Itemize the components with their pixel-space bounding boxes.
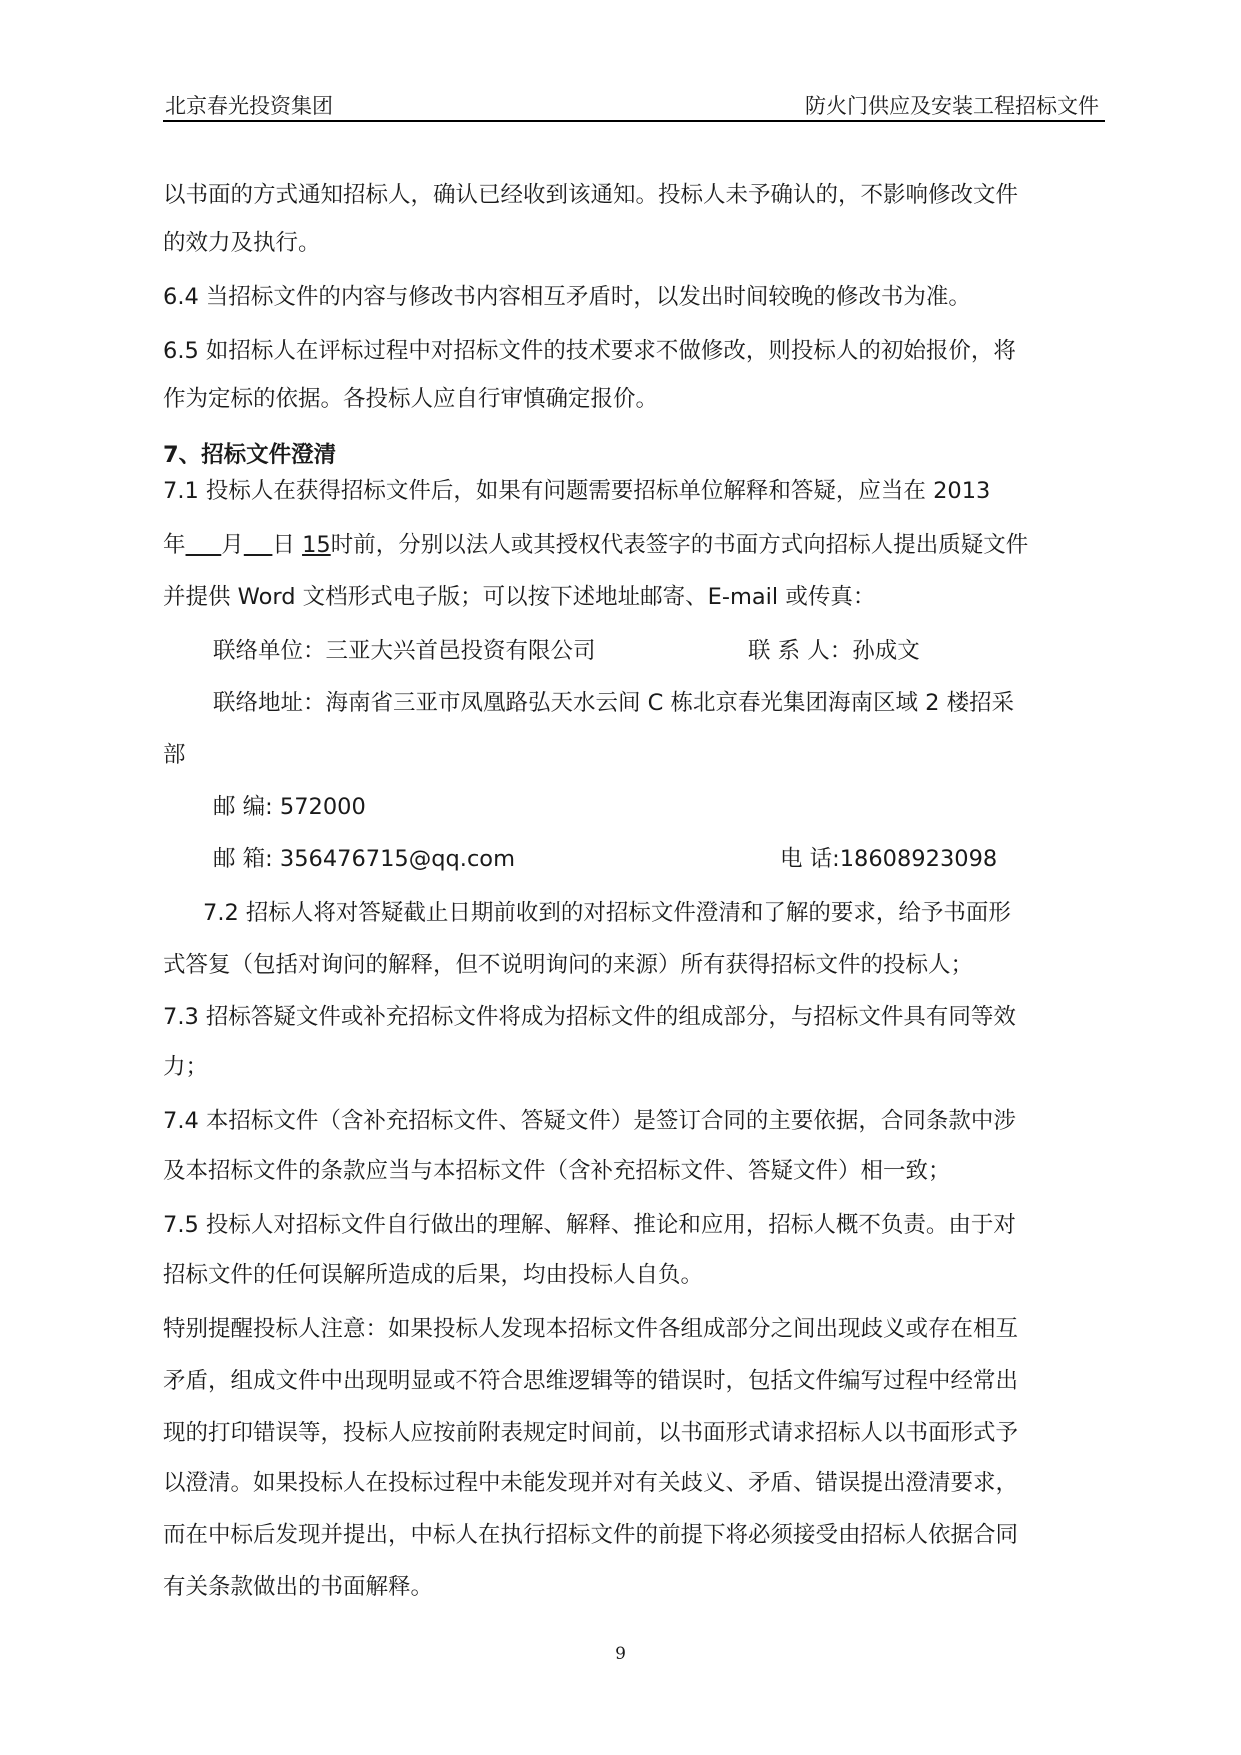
text-line: 作为定标的依据。各投标人应自行审慎确定报价。: [163, 386, 659, 412]
text-line: 的效力及执行。: [163, 230, 321, 256]
phone-value: 18608923098: [839, 846, 998, 872]
month-label: 月: [221, 532, 244, 558]
text-line: 7.3 招标答疑文件或补充招标文件将成为招标文件的组成部分，与招标文件具有同等效: [163, 1004, 1016, 1030]
text-line: 矛盾，组成文件中出现明显或不符合思维逻辑等的错误时，包括文件编写过程中经常出: [163, 1368, 1019, 1394]
email-value: 356476715@qq.com: [272, 846, 515, 872]
email-label: 邮 箱:: [213, 846, 273, 872]
text-line: 及本招标文件的条款应当与本招标文件（含补充招标文件、答疑文件）相一致；: [163, 1158, 951, 1184]
deadline-line: [163, 530, 1028, 560]
page-header: [163, 88, 1105, 122]
phone-line: [780, 844, 997, 874]
postcode-label: 邮 编:: [213, 794, 273, 820]
text-line: 现的打印错误等，投标人应按前附表规定时间前，以书面形式请求招标人以书面形式予: [163, 1420, 1019, 1446]
postcode-value: 572000: [272, 794, 366, 820]
blank-month: [186, 532, 222, 558]
section-heading: 7、招标文件澄清: [163, 442, 337, 468]
deadline-text: 时前，分别以法人或其授权代表签字的书面方式向招标人提出质疑文件: [330, 532, 1029, 558]
text-line: 以澄清。如果投标人在投标过程中未能发现并对有关歧义、矛盾、错误提出澄清要求，: [163, 1470, 1019, 1496]
email-line: [213, 844, 515, 874]
text-line: 有关条款做出的书面解释。: [163, 1574, 434, 1600]
text-line: 7.4 本招标文件（含补充招标文件、答疑文件）是签订合同的主要依据，合同条款中涉: [163, 1108, 1016, 1134]
postcode-line: [213, 792, 366, 822]
text-line: 6.5 如招标人在评标过程中对招标文件的技术要求不做修改，则投标人的初始报价，将: [163, 338, 1016, 364]
text-line: 7.2 招标人将对答疑截止日期前收到的对招标文件澄清和了解的要求，给予书面形: [203, 900, 1011, 926]
header-company: 北京春光投资集团: [165, 94, 333, 118]
text-line: 并提供 Word 文档形式电子版；可以按下述地址邮寄、E-mail 或传真：: [163, 584, 876, 610]
text-line: 力；: [163, 1054, 209, 1080]
contact-address: 联络地址：海南省三亚市凤凰路弘天水云间 C 栋北京春光集团海南区域 2 楼招采: [213, 690, 1015, 716]
contact-unit: 联络单位：三亚大兴首邑投资有限公司: [213, 638, 596, 664]
phone-label: 电 话:: [780, 846, 840, 872]
contact-person: 联 系 人：孙成文: [748, 638, 920, 664]
contact-address-cont: 部: [163, 742, 186, 768]
year-label: 年: [163, 532, 186, 558]
text-line: 特别提醒投标人注意：如果投标人发现本招标文件各组成部分之间出现歧义或存在相互: [163, 1316, 1019, 1342]
text-line: 而在中标后发现并提出，中标人在执行招标文件的前提下将必须接受由招标人依据合同: [163, 1522, 1019, 1548]
text-line: 以书面的方式通知招标人，确认已经收到该通知。投标人未予确认的，不影响修改文件: [163, 182, 1019, 208]
text-line: 7.1 投标人在获得招标文件后，如果有问题需要招标单位解释和答疑，应当在 2013: [163, 478, 991, 504]
blank-day: [244, 532, 273, 558]
deadline-day: 15: [302, 532, 331, 558]
text-line: 6.4 当招标文件的内容与修改书内容相互矛盾时，以发出时间较晚的修改书为准。: [163, 284, 971, 310]
day-label: 日: [272, 532, 303, 558]
header-document-title: 防火门供应及安装工程招标文件: [805, 94, 1099, 118]
text-line: 式答复（包括对询问的解释，但不说明询问的来源）所有获得招标文件的投标人；: [163, 952, 974, 978]
text-line: 招标文件的任何误解所造成的后果，均由投标人自负。: [163, 1262, 704, 1288]
text-line: 7.5 投标人对招标文件自行做出的理解、解释、推论和应用，招标人概不负责。由于对: [163, 1212, 1016, 1238]
page-number: 9: [615, 1644, 626, 1664]
